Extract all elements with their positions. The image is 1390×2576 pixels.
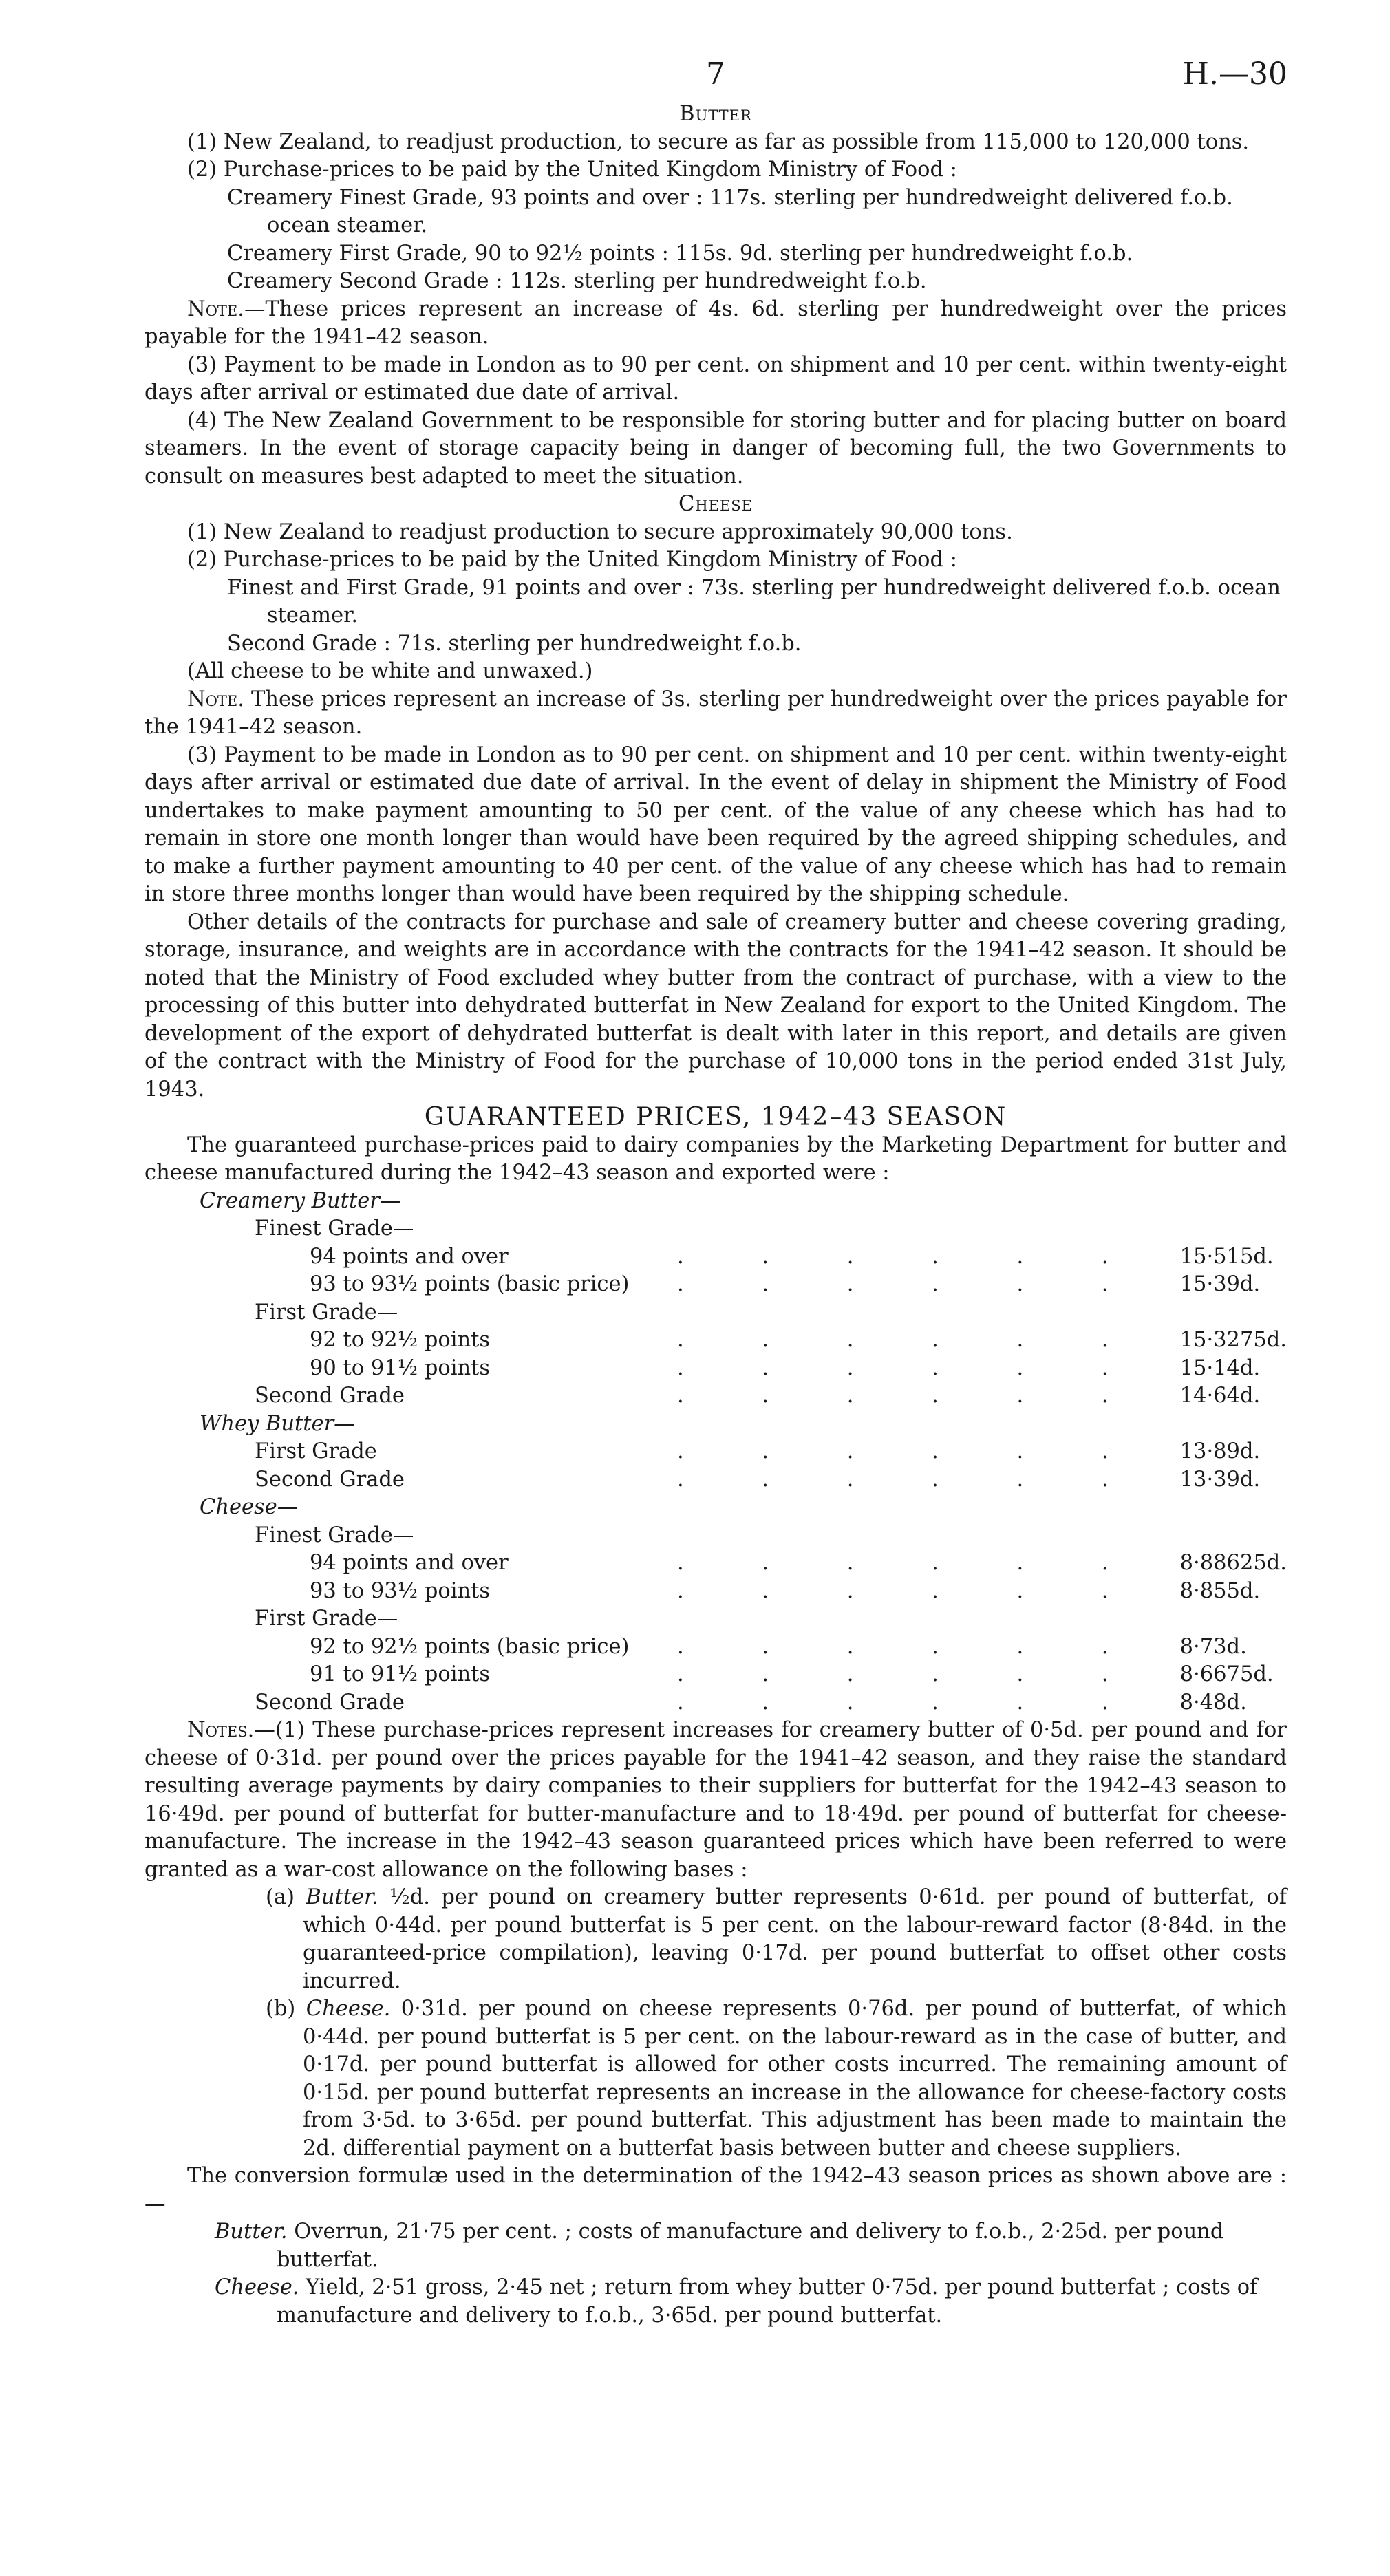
notes-label: Notes.: [187, 1718, 255, 1742]
table-row: [145, 1271, 1287, 1299]
table-row: [145, 1410, 1287, 1439]
table-row: [145, 1438, 1287, 1466]
cheese-grade-second: Second Grade : 71s. sterling per hundredweight f.o.b.: [227, 631, 802, 656]
table-row: [145, 1355, 1287, 1383]
row-value: 8·6675d.: [1179, 1662, 1274, 1686]
row-value: 15·14d.: [1179, 1355, 1261, 1380]
row-value: 8·855d.: [1179, 1578, 1261, 1603]
table-row: [145, 1215, 1287, 1243]
table-row: [145, 1494, 1287, 1522]
row-label: Finest Grade—: [255, 1216, 414, 1241]
row-label: 91 to 91½ points: [310, 1662, 491, 1686]
table-row: [145, 1243, 1287, 1271]
cheese-heading: Cheese: [678, 492, 753, 516]
row-label: First Grade—: [255, 1607, 398, 1631]
table-row: [145, 1689, 1287, 1717]
item-label: (a): [266, 1885, 295, 1909]
item-text: 0·31d. per pound on cheese represents 0·76d. per pound of butterfat, of which 0·44d. per pound butterfat is 5 per cent. on the labour-reward as in the case of butter, and 0·17d. per pound butterfat is allowed for other costs incurred. The remaining amount of 0·15d. per pound butterfat represents an increase in the allowance for cheese-factory costs from 3·5d. to 3·65d. per pound butterfat. This adjustment has been made to maintain the 2d. differential payment on a butterfat basis between butter and cheese suppliers.: [303, 1997, 1287, 2160]
note-item-butter: [145, 1884, 1287, 1995]
row-value: 13·39d.: [1179, 1467, 1261, 1492]
cheese-item-2: (2) Purchase-prices to be paid by the United Kingdom Ministry of Food :: [187, 548, 957, 572]
cheese-item-3: (3) Payment to be made in London as to 90 per cent. on shipment and 10 per cent. within twenty-eight days after arrival or estimated due date of arrival. In the event of delay in shipment the Ministry of Food undertakes to make payment amounting to 50 per cent. of the value of any cheese which has had to remain in store one month longer than would have been required by the agreed shipping schedules, and to make a further payment amounting to 40 per cent. of the value of any cheese which has had to remain in store three months longer than would have been required by the shipping schedule.: [145, 742, 1287, 906]
row-label: 93 to 93½ points (basic price): [310, 1272, 630, 1296]
leader-dots: . . . . . .: [676, 1690, 1144, 1715]
document-reference: H.—30: [1182, 56, 1287, 92]
row-value: 15·39d.: [1179, 1272, 1261, 1296]
conversion-formulae-intro: The conversion formulæ used in the determination of the 1942–43 season prices as shown above are :—: [145, 2164, 1287, 2216]
row-label: 90 to 91½ points: [310, 1355, 491, 1380]
leader-dots: . . . . . .: [676, 1634, 1144, 1659]
note-text: —These prices represent an increase of 4s. 6d. sterling per hundredweight over the prices payable for the 1941–42 season.: [145, 297, 1287, 349]
row-label: First Grade—: [255, 1300, 398, 1324]
butter-item-3: (3) Payment to be made in London as to 90 per cent. on shipment and 10 per cent. within twenty-eight days after arrival or estimated due date of arrival.: [145, 352, 1287, 405]
row-label: Second Grade: [255, 1467, 405, 1492]
row-label: Whey Butter—: [200, 1411, 355, 1436]
table-row: [145, 1382, 1287, 1410]
guaranteed-intro: The guaranteed purchase-prices paid to dairy companies by the Marketing Department for butter and cheese manufactured during the 1942–43 season and exported were :: [145, 1133, 1287, 1185]
row-label: Cheese—: [200, 1495, 299, 1519]
butter-grade-first: Creamery First Grade, 90 to 92½ points : 115s. 9d. sterling per hundredweight f.o.b.: [227, 241, 1133, 266]
cheese-grade-finest-first: Finest and First Grade, 91 points and over : 73s. sterling per hundredweight delivered f.o.b. ocean steamer.: [227, 575, 1281, 627]
leader-dots: . . . . . .: [676, 1578, 1144, 1603]
formula-text: Overrun, 21·75 per cent. ; costs of manufacture and delivery to f.o.b., 2·25d. per pound butterfat.: [277, 2220, 1224, 2272]
row-value: 15·515d.: [1179, 1244, 1274, 1269]
formula-cheese: [145, 2274, 1287, 2330]
row-label: 93 to 93½ points: [310, 1578, 491, 1603]
leader-dots: . . . . . .: [676, 1355, 1144, 1380]
table-row: [145, 1466, 1287, 1494]
cheese-item-1: (1) New Zealand to readjust production to secure approximately 90,000 tons.: [187, 519, 1013, 544]
leader-dots: . . . . . .: [676, 1384, 1144, 1408]
row-label: 92 to 92½ points (basic price): [310, 1634, 630, 1659]
butter-heading: Butter: [679, 102, 752, 126]
item-title: Butter.: [306, 1885, 378, 1909]
leader-dots: . . . . . .: [676, 1551, 1144, 1575]
table-row: [145, 1522, 1287, 1550]
row-value: 13·89d.: [1179, 1439, 1261, 1463]
butter-grade-second: Creamery Second Grade : 112s. sterling per hundredweight f.o.b.: [227, 269, 927, 293]
leader-dots: . . . . . .: [676, 1439, 1144, 1463]
guaranteed-prices-heading: GUARANTEED PRICES, 1942–43 SEASON: [424, 1103, 1007, 1131]
cheese-white-note: (All cheese to be white and unwaxed.): [187, 659, 593, 683]
leader-dots: . . . . . .: [676, 1244, 1144, 1269]
leader-dots: . . . . . .: [676, 1467, 1144, 1492]
table-row: [145, 1633, 1287, 1662]
row-label: First Grade: [255, 1439, 377, 1463]
table-row: [145, 1327, 1287, 1355]
note-label: Note.: [187, 687, 244, 711]
note-label: Note.: [187, 297, 244, 321]
item-label: (b): [266, 1997, 296, 2021]
row-label: 94 points and over: [310, 1551, 509, 1575]
butter-note: [145, 296, 1287, 352]
table-row: [145, 1188, 1287, 1216]
note-item-cheese: [145, 1995, 1287, 2162]
leader-dots: . . . . . .: [676, 1662, 1144, 1686]
notes-text: —(1) These purchase-prices represent increases for creamery butter of 0·5d. per pound and for cheese of 0·31d. per pound over the prices payable for the 1941–42 season, and they raise the standard resulting average payments by dairy companies to their suppliers for butterfat for the 1942–43 season to 16·49d. per pound of butterfat for butter-manufacture and to 18·49d. per pound of butterfat for cheese-manufacture. The increase in the 1942–43 season guaranteed prices which have been referred to were granted as a war-cost allowance on the following bases :: [145, 1718, 1287, 1882]
formula-text: Yield, 2·51 gross, 2·45 net ; return from whey butter 0·75d. per pound butterfat ; costs of manufacture and delivery to f.o.b., 3·65d. per pound butterfat.: [277, 2275, 1258, 2328]
butter-item-1: (1) New Zealand, to readjust production, to secure as far as possible from 115,000 to 120,000 tons.: [187, 129, 1250, 154]
page-header: [145, 55, 1287, 100]
row-value: 8·48d.: [1179, 1690, 1247, 1715]
row-label: Finest Grade—: [255, 1523, 414, 1547]
page-number: 7: [706, 56, 725, 92]
contract-details-paragraph: Other details of the contracts for purchase and sale of creamery butter and cheese covering grading, storage, insurance, and weights are in accordance with the contracts for the 1941–42 season. It should be noted that the Ministry of Food excluded whey butter from the contract of purchase, with a view to the processing of this butter into dehydrated butterfat in New Zealand for export to the United Kingdom. The development of the export of dehydrated butterfat is dealt with later in this report, and details are given of the contract with the Ministry of Food for the purchase of 10,000 tons in the period ended 31st July, 1943.: [145, 910, 1287, 1102]
document-page: [145, 55, 1287, 2330]
leader-dots: . . . . . .: [676, 1328, 1144, 1352]
butter-item-4: (4) The New Zealand Government to be responsible for storing butter and for placing butter on board steamers. In the event of storage capacity being in danger of becoming full, the two Governments to consult on measures best adapted to meet the situation.: [145, 408, 1287, 489]
butter-item-2: (2) Purchase-prices to be paid by the United Kingdom Ministry of Food :: [187, 158, 957, 182]
row-value: 15·3275d.: [1179, 1328, 1287, 1352]
table-row: [145, 1605, 1287, 1633]
butter-grade-finest: Creamery Finest Grade, 93 points and over : 117s. sterling per hundredweight delivered f.o.b. ocean steamer.: [227, 185, 1233, 237]
notes-paragraph: [145, 1717, 1287, 1884]
row-label: Creamery Butter—: [200, 1188, 401, 1213]
leader-dots: . . . . . .: [676, 1272, 1144, 1296]
row-label: Second Grade: [255, 1384, 405, 1408]
row-label: 92 to 92½ points: [310, 1328, 491, 1352]
formula-butter: [145, 2218, 1287, 2274]
row-value: 8·73d.: [1179, 1634, 1247, 1659]
table-row: [145, 1299, 1287, 1327]
item-title: Cheese.: [306, 1997, 391, 2021]
row-label: 94 points and over: [310, 1244, 509, 1269]
formula-title: Butter.: [215, 2220, 288, 2244]
table-row: [145, 1549, 1287, 1578]
guaranteed-price-table: [145, 1188, 1287, 1717]
table-row: [145, 1661, 1287, 1689]
cheese-note: [145, 686, 1287, 742]
row-value: 8·88625d.: [1179, 1551, 1287, 1575]
row-label: Second Grade: [255, 1690, 405, 1715]
row-value: 14·64d.: [1179, 1384, 1261, 1408]
note-text: These prices represent an increase of 3s. sterling per hundredweight over the prices payable for the 1941–42 season.: [145, 687, 1287, 739]
formula-title: Cheese.: [215, 2275, 299, 2299]
table-row: [145, 1578, 1287, 1606]
item-text: ½d. per pound on creamery butter represents 0·61d. per pound of butterfat, of which 0·44d. per pound butterfat is 5 per cent. on the labour-reward factor (8·84d. in the guaranteed-price compilation), leaving 0·17d. per pound butterfat to offset other costs incurred.: [303, 1885, 1287, 1993]
